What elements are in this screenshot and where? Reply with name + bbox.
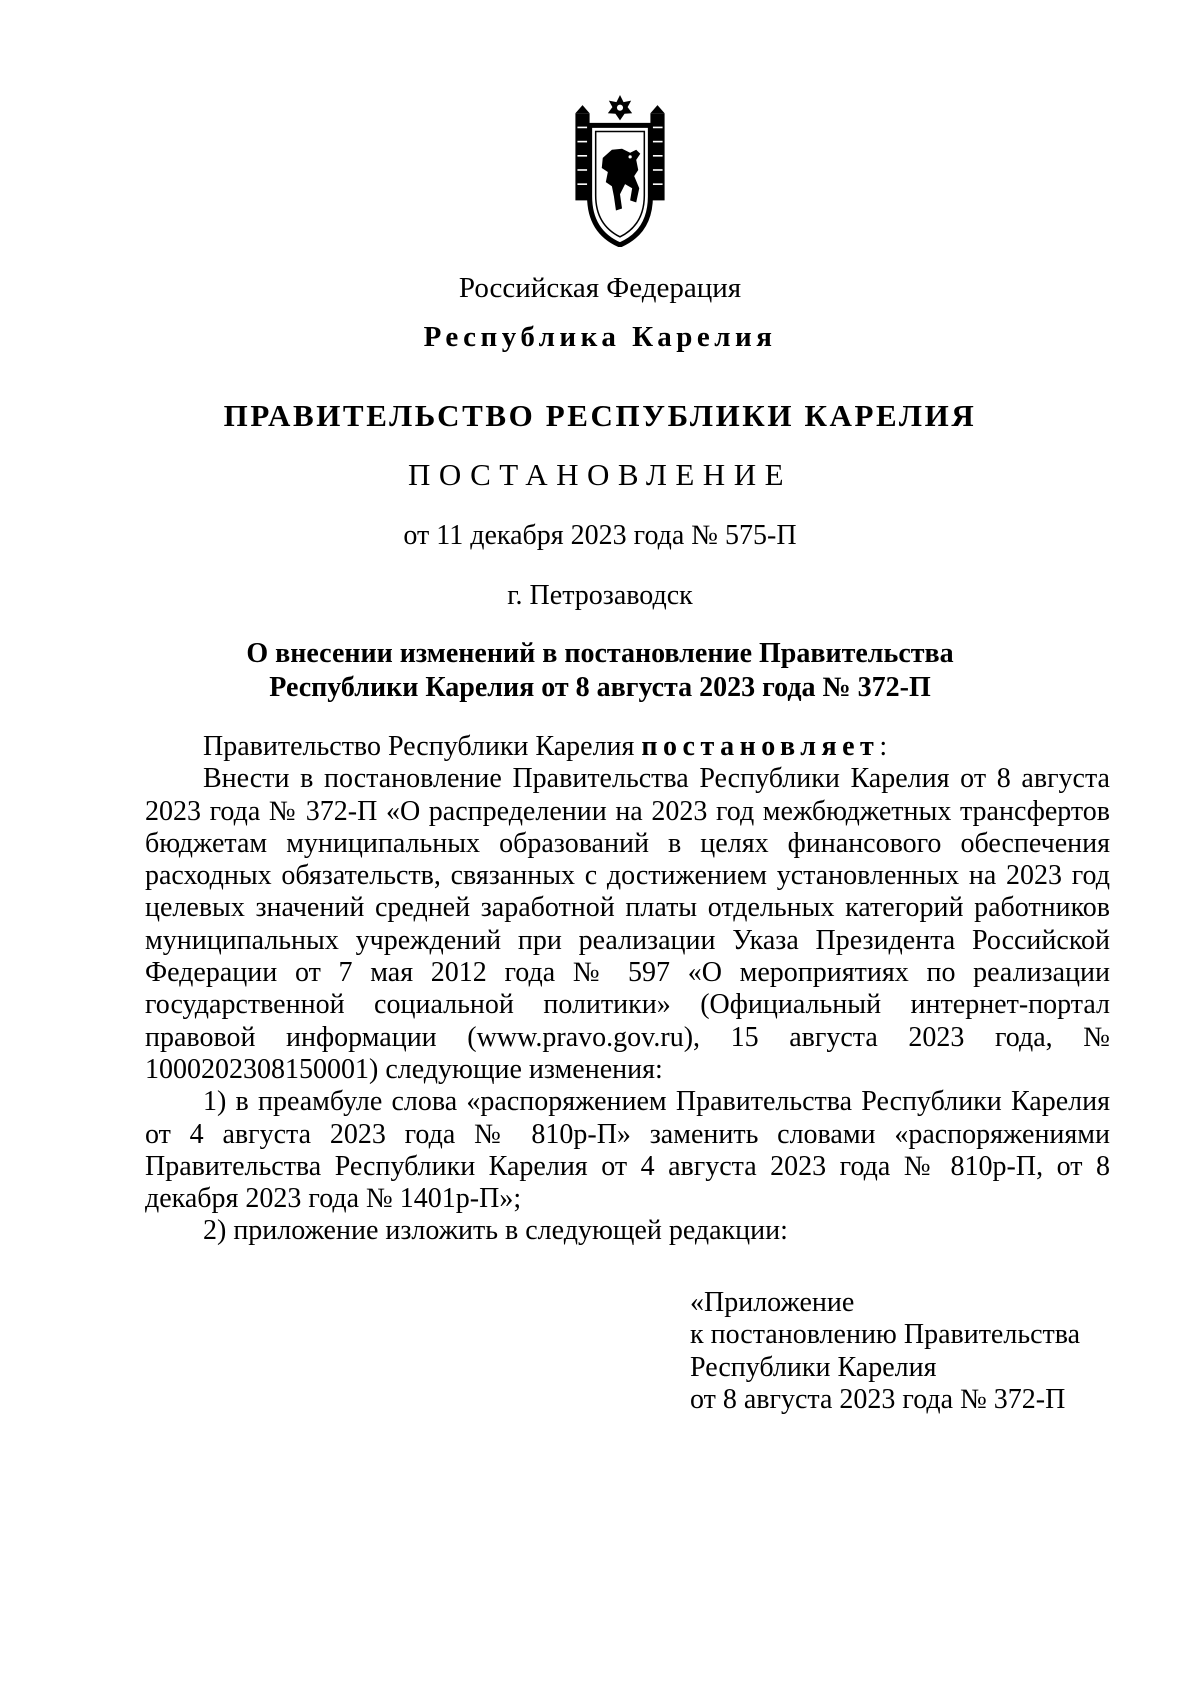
appendix-line-1: «Приложение (690, 1287, 855, 1318)
amendment-item-2: 2) приложение изложить в следующей редакции: (203, 1215, 788, 1247)
appendix-line-3: Республики Карелия (690, 1351, 937, 1383)
government-name: ПРАВИТЕЛЬСТВО РЕСПУБЛИКИ КАРЕЛИЯ (223, 398, 977, 433)
resolve-colon: : (879, 731, 888, 762)
document-date-number: от 11 декабря 2023 года № 575-П (403, 520, 797, 551)
resolve-intro: Правительство Республики Карелия (203, 731, 642, 762)
appendix-line-4: от 8 августа 2023 года № 372-П (690, 1383, 1066, 1415)
resolve-word: постановляет (641, 731, 880, 762)
document-title-line-2: Республики Карелия от 8 августа 2023 года № 372-П (269, 672, 931, 703)
coat-of-arms-of-karelia-icon (569, 95, 671, 247)
amendment-item-1: 1) в преамбуле слова «распоряжением Правительства Республики Карелия от 4 августа 2023 года № 810р-П» заменить словами «распоряжениями Правительства Республики Карелия от 4 августа 2023 года № 810р-П, от 8 декабря 2023 года № 1401р-П»; (145, 1086, 1110, 1215)
republic-name: Республика Карелия (423, 321, 777, 353)
document-type: ПОСТАНОВЛЕНИЕ (407, 457, 793, 492)
main-paragraph: Внести в постановление Правительства Республики Карелия от 8 августа 2023 года № 372-П «О распределении на 2023 год межбюджетных трансфертов бюджетам муниципальных образований в целях финансового обеспечения расходных обязательств, связанных с достижением установленных на 2023 год целевых значений средней заработной платы отдельных категорий работников муниципальных учреждений при реализации Указа Президента Российской Федерации от 7 мая 2012 года № 597 «О мероприятиях по реализации государственной социальной политики» (Официальный интернет-портал правовой информации (www.pravo.gov.ru), 15 августа 2023 года, № 1000202308150001) следующие изменения: (145, 763, 1110, 1085)
document-body (145, 731, 1110, 1248)
appendix-line-2: к постановлению Правительства (690, 1319, 1081, 1351)
resolve-paragraph (145, 731, 1110, 763)
document-title-line-1: О внесении изменений в постановление Правительства (246, 638, 954, 669)
country-name: Российская Федерация (458, 272, 742, 304)
document-title (0, 637, 1200, 705)
appendix-heading (690, 1287, 1080, 1416)
document-city: г. Петрозаводск (507, 580, 693, 611)
